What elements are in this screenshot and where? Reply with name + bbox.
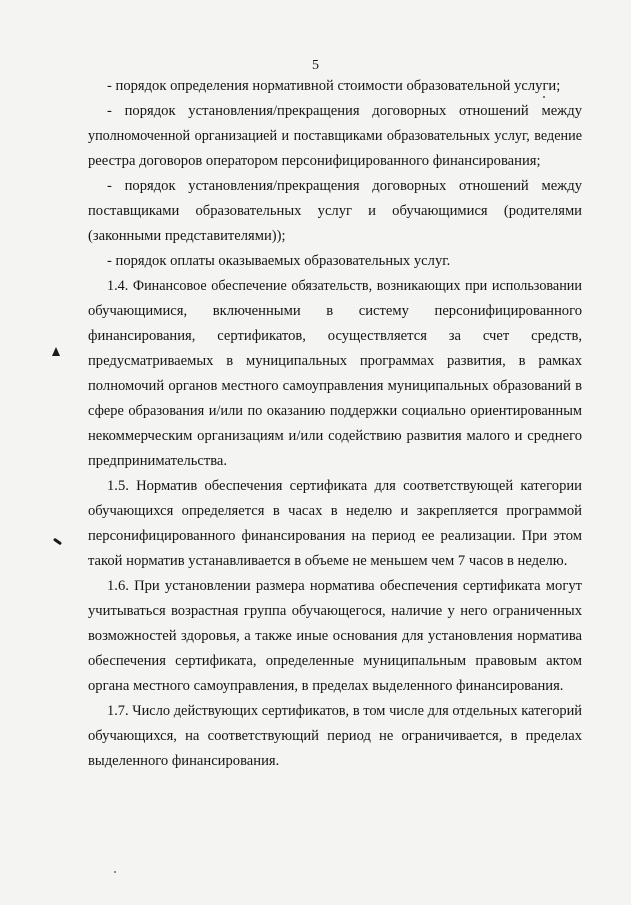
text-line: реестра договоров оператором персонифицированного финансирования;	[88, 153, 541, 169]
text-line: органа местного самоуправления, в пределах выделенного финансирования.	[88, 678, 564, 694]
text-line: учитываться возрастная группа обучающегося, наличие у него ограниченных	[88, 603, 582, 619]
scan-speck	[543, 96, 545, 98]
text-line: обучающихся, на соответствующий период не ограничивается, в пределах	[88, 728, 582, 744]
text-line: обучающихся определяется в часах в неделю и закрепляется программой	[88, 503, 582, 519]
text-line: уполномоченной организацией и поставщиками образовательных услуг, ведение	[88, 128, 582, 144]
list-item-line: - порядок оплаты оказываемых образовательных услуг.	[107, 253, 451, 269]
text-line: (законными представителями));	[88, 228, 286, 244]
paragraph-first-line: 1.7. Число действующих сертификатов, в том числе для отдельных категорий	[107, 703, 582, 719]
text-line: финансирования, сертификатов, осуществляется за счет средств,	[88, 328, 582, 344]
text-line: полномочий органов местного самоуправления муниципальных образований в	[88, 378, 582, 394]
list-item-line: - порядок установления/прекращения договорных отношений между	[107, 103, 582, 119]
text-line: поставщиками образовательных услуг и обучающимися (родителями	[88, 203, 582, 219]
text-line: персонифицированного финансирования на период ее реализации. При этом	[88, 528, 582, 544]
text-line: сфере образования и/или по оказанию поддержки социально ориентированным	[88, 403, 582, 419]
text-line: возможностей здоровья, а также иные основания для установления норматива	[88, 628, 582, 644]
page-number: 5	[312, 58, 319, 73]
paragraph-first-line: 1.4. Финансовое обеспечение обязательств, возникающих при использовании	[107, 278, 582, 294]
paragraph-first-line: 1.6. При установлении размера норматива обеспечения сертификата могут	[107, 578, 582, 594]
text-line: обеспечения сертификата, определенные муниципальным правовым актом	[88, 653, 582, 669]
text-line: обучающимися, включенными в систему персонифицированного	[88, 303, 582, 319]
list-item-line: - порядок установления/прекращения договорных отношений между	[107, 178, 582, 194]
text-line: такой норматив устанавливается в объеме не меньшем чем 7 часов в неделю.	[88, 553, 568, 569]
text-line: выделенного финансирования.	[88, 753, 280, 769]
paragraph-first-line: 1.5. Норматив обеспечения сертификата для соответствующей категории	[107, 478, 582, 494]
scan-mark-tick	[53, 538, 62, 546]
list-item-line: - порядок определения нормативной стоимости образовательной услуги;	[107, 78, 561, 94]
text-line: предпринимательства.	[88, 453, 228, 469]
scan-speck	[114, 871, 116, 873]
scan-mark-triangle	[52, 347, 60, 356]
text-line: некоммерческим организациям и/или содействию развития малого и среднего	[88, 428, 582, 444]
text-line: предусматриваемых в муниципальных программах развития, в рамках	[88, 353, 582, 369]
